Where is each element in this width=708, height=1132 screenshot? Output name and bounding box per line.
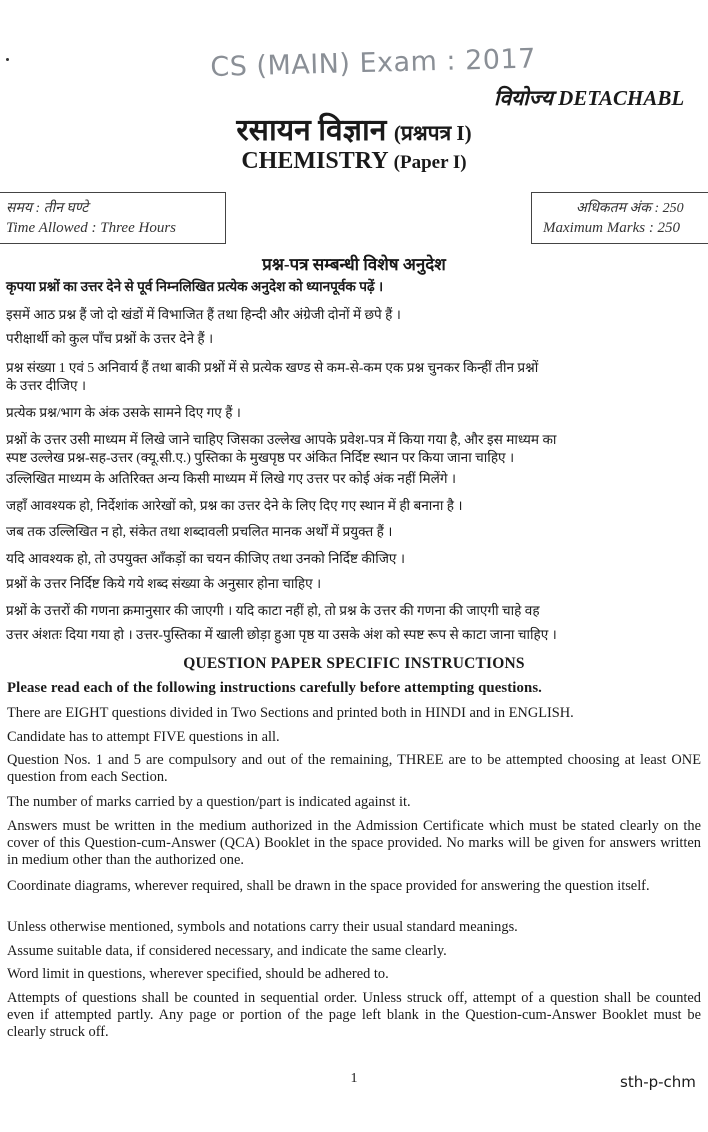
time-english: Time Allowed : Three Hours [6, 220, 177, 236]
title-english-subject: CHEMISTRY [241, 148, 388, 174]
hindi-line: प्रश्नों के उत्तरों की गणना क्रमानुसार की जाएगी । यदि काटा नहीं हो, तो प्रश्न के उत्तर की गणना की जाएगी चाहे वह [6, 603, 540, 618]
hindi-instructions-heading: प्रश्न-पत्र सम्बन्धी विशेष अनुदेश [262, 255, 446, 274]
instruction-item: Answers must be written in the medium authorized in the Admission Certificate which must be stated clearly on the cover of this Question-cum-Answer (QCA) Booklet in the space provided. No marks will be given for answers written in medium other than the authorized one. [7, 818, 701, 868]
hindi-line: प्रत्येक प्रश्न/भाग के अंक उसके सामने दिए गए हैं । [6, 405, 241, 420]
instruction-item: Unless otherwise mentioned, symbols and notations carry their usual standard meanings. [7, 919, 518, 935]
english-instructions-heading: QUESTION PAPER SPECIFIC INSTRUCTIONS [183, 655, 525, 672]
hindi-line: उल्लिखित माध्यम के अतिरिक्त अन्य किसी माध्यम में लिखे गए उत्तर पर कोई अंक नहीं मिलेंगे । [6, 471, 457, 486]
stray-mark [6, 58, 9, 61]
hindi-line: प्रश्नों के उत्तर निर्दिष्ट किये गये शब्द संख्या के अनुसार होना चाहिए । [6, 576, 322, 591]
hindi-line: इसमें आठ प्रश्न हैं जो दो खंडों में विभाजित हैं तथा हिन्दी और अंग्रेजी दोनों में छपे हैं । [6, 307, 401, 322]
marks-box [531, 192, 708, 244]
hindi-line: के उत्तर दीजिए । [6, 378, 87, 393]
hindi-line: उत्तर अंशतः दिया गया हो । उत्तर-पुस्तिका में खाली छोड़ा हुआ पृष्ठ या उसके अंश को स्पष्ट रूप से काटा जाना चाहिए । [6, 627, 557, 642]
hindi-line: यदि आवश्यक हो, तो उपयुक्त आँकड़ों का चयन कीजिए तथा उनको निर्दिष्ट कीजिए । [6, 551, 405, 566]
marks-hindi: अधिकतम अंक : 250 [576, 201, 684, 216]
title-english [0, 148, 708, 175]
hindi-line: प्रश्न संख्या 1 एवं 5 अनिवार्य हैं तथा बाकी प्रश्नों में से प्रत्येक खण्ड से कम-से-कम एक प्रश्न चुनकर किन्हीं तीन प्रश्नों [6, 360, 539, 375]
title-hindi [0, 108, 708, 149]
instruction-item: Attempts of questions shall be counted in sequential order. Unless struck off, attempt of a question shall be counted even if attempted partly. Any page or portion of the page left blank in the Question-cum-Answer Booklet must be clearly struck off. [7, 990, 701, 1040]
time-hindi: समय : तीन घण्टे [6, 201, 89, 216]
time-box [0, 192, 226, 244]
page-number: 1 [350, 1071, 358, 1086]
english-instructions-subheading: Please read each of the following instructions carefully before attempting questions. [7, 680, 542, 696]
hindi-line: स्पष्ट उल्लेख प्रश्न-सह-उत्तर (क्यू.सी.ए.) पुस्तिका के मुखपृष्ठ पर अंकित निर्दिष्ट स्थान पर किया जाना चाहिए । [6, 450, 515, 465]
title-hindi-paper: (प्रश्नपत्र I) [393, 121, 472, 145]
hindi-line: कृपया प्रश्नों का उत्तर देने से पूर्व निम्नलिखित प्रत्येक अनुदेश को ध्यानपूर्वक पढ़ें । [6, 279, 384, 294]
hindi-line: परीक्षार्थी को कुल पाँच प्रश्नों के उत्तर देने हैं । [6, 331, 214, 346]
title-english-paper: (Paper I) [393, 152, 467, 173]
hindi-line: प्रश्नों के उत्तर उसी माध्यम में लिखे जाने चाहिए जिसका उल्लेख आपके प्रवेश-पत्र में किया गया है, और इस माध्यम का [6, 432, 557, 447]
instruction-item: Candidate has to attempt FIVE questions in all. [7, 729, 280, 745]
detachable-label: वियोज्य DETACHABL [494, 86, 685, 110]
instruction-item: Question Nos. 1 and 5 are compulsory and out of the remaining, THREE are to be attempted choosing at least ONE question from each Section. [7, 752, 701, 785]
instruction-item: Coordinate diagrams, wherever required, shall be drawn in the space provided for answering the question itself. [7, 878, 650, 894]
marks-english: Maximum Marks : 250 [543, 220, 681, 236]
exam-stamp: CS (MAIN) Exam : 2017 [210, 43, 537, 83]
hindi-line: जहाँ आवश्यक हो, निर्देशांक आरेखों को, प्रश्न का उत्तर देने के लिए दिए गए स्थान में ही बनाना है । [6, 498, 463, 513]
instruction-item: Word limit in questions, wherever specified, should be adhered to. [7, 966, 389, 982]
instruction-item: There are EIGHT questions divided in Two Sections and printed both in HINDI and in ENGLISH. [7, 705, 574, 721]
instruction-item: Assume suitable data, if considered necessary, and indicate the same clearly. [7, 943, 447, 959]
paper-code: sth-p-chm [620, 1073, 696, 1091]
instruction-item: The number of marks carried by a question/part is indicated against it. [7, 794, 411, 810]
title-hindi-subject: रसायन विज्ञान [236, 114, 387, 147]
hindi-line: जब तक उल्लिखित न हो, संकेत तथा शब्दावली प्रचलित मानक अर्थों में प्रयुक्त हैं । [6, 524, 393, 539]
